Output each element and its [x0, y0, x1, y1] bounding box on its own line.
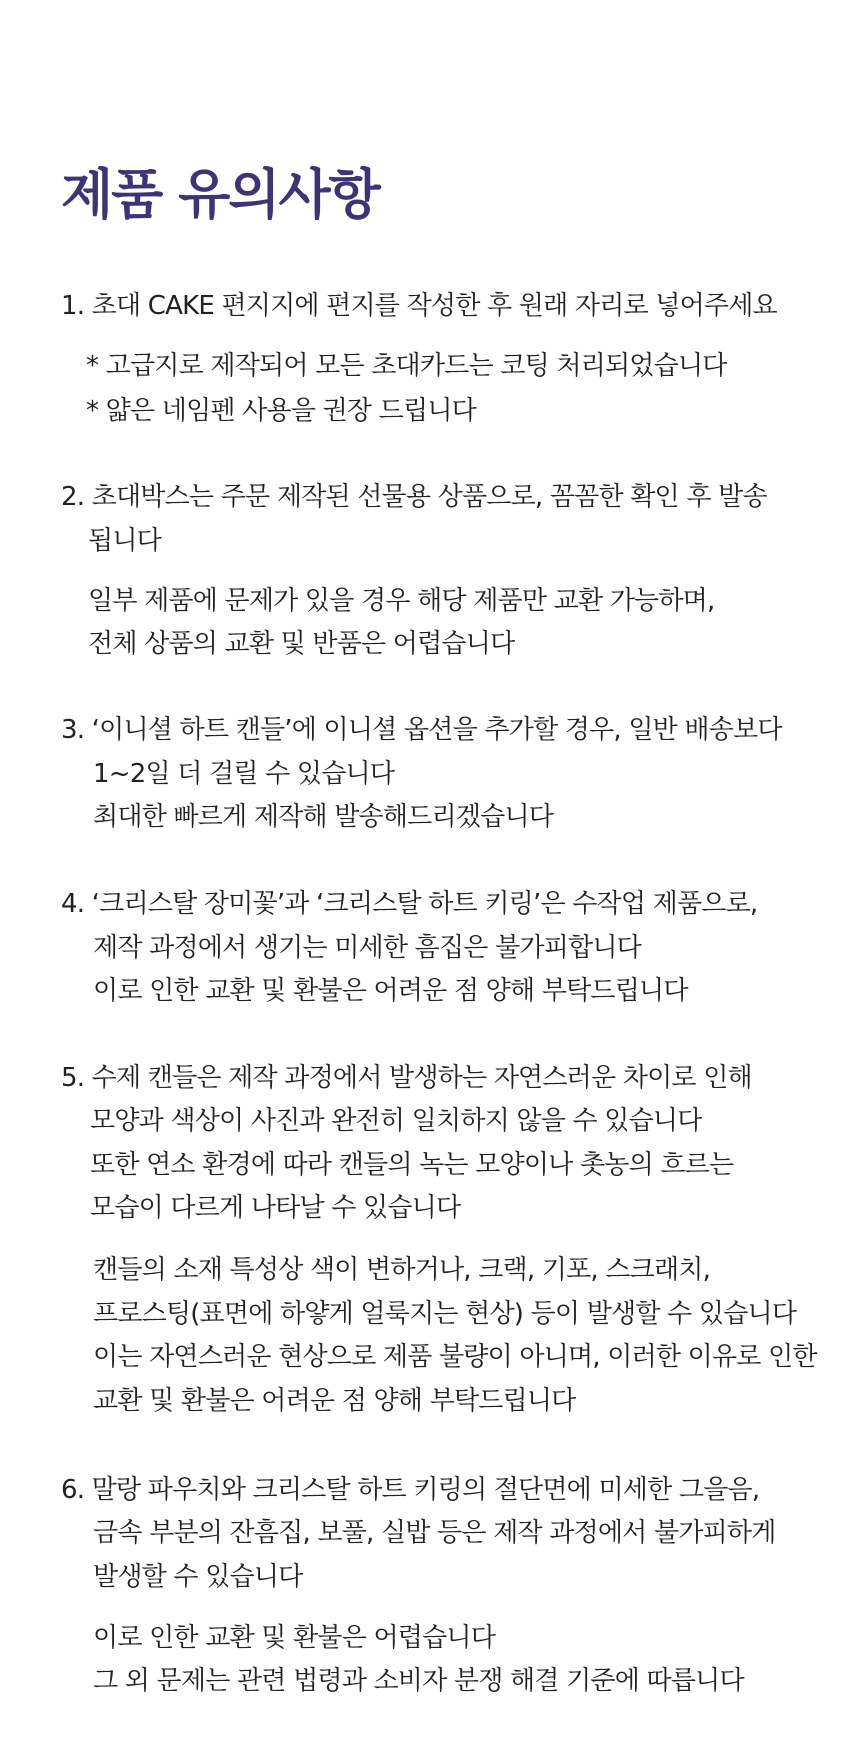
notice-4-line-3: 이로 인한 교환 및 환불은 어려운 점 양해 부탁드립니다	[93, 976, 688, 1006]
notice-5-line-4: 모습이 다르게 나타날 수 있습니다	[90, 1193, 461, 1223]
notice-2-line-1: 2. 초대박스는 주문 제작된 선물용 상품으로, 꼼꼼한 확인 후 발송	[61, 482, 767, 512]
notice-5-note-2: 프로스팅(표면에 하얗게 얼룩지는 현상) 등이 발생할 수 있습니다	[93, 1299, 797, 1329]
notice-4-line-1: 4. ‘크리스탈 장미꽃’과 ‘크리스탈 하트 키링’은 수작업 제품으로,	[61, 889, 758, 919]
notice-6-line-3: 발생할 수 있습니다	[93, 1562, 303, 1592]
notice-5-line-3: 또한 연소 환경에 따라 캔들의 녹는 모양이나 촛농의 흐르는	[90, 1150, 734, 1180]
notice-5-note-3: 이는 자연스러운 현상으로 제품 불량이 아니며, 이러한 이유로 인한	[93, 1342, 817, 1372]
notice-5-line-1: 5. 수제 캔들은 제작 과정에서 발생하는 자연스러운 차이로 인해	[61, 1063, 752, 1093]
notice-1-note-2: * 얇은 네임펜 사용을 권장 드립니다	[86, 396, 476, 426]
notice-3-line-1: 3. ‘이니셜 하트 캔들’에 이니셜 옵션을 추가할 경우, 일반 배송보다	[61, 715, 782, 745]
notice-1-note-1: * 고급지로 제작되어 모든 초대카드는 코팅 처리되었습니다	[86, 351, 727, 381]
notice-6-note-1: 이로 인한 교환 및 환불은 어렵습니다	[93, 1623, 496, 1653]
notice-5-note-1: 캔들의 소재 특성상 색이 변하거나, 크랙, 기포, 스크래치,	[93, 1255, 711, 1285]
notice-1-line-1: 1. 초대 CAKE 편지지에 편지를 작성한 후 원래 자리로 넣어주세요	[61, 291, 777, 321]
notice-2-line-2: 됩니다	[88, 526, 161, 556]
notice-5-line-2: 모양과 색상이 사진과 완전히 일치하지 않을 수 있습니다	[90, 1106, 702, 1136]
notice-4-line-2: 제작 과정에서 생기는 미세한 흠집은 불가피합니다	[93, 933, 641, 963]
notice-5-note-4: 교환 및 환불은 어려운 점 양해 부탁드립니다	[93, 1386, 576, 1416]
notice-6-note-2: 그 외 문제는 관련 법령과 소비자 분쟁 해결 기준에 따릅니다	[93, 1666, 744, 1696]
notice-3-line-2: 1~2일 더 걸릴 수 있습니다	[93, 759, 395, 789]
notice-6-line-2: 금속 부분의 잔흠집, 보풀, 실밥 등은 제작 과정에서 불가피하게	[93, 1518, 776, 1548]
page-title: 제품 유의사항	[61, 163, 379, 226]
notice-6-line-1: 6. 말랑 파우치와 크리스탈 하트 키링의 절단면에 미세한 그을음,	[61, 1475, 760, 1505]
notice-3-line-3: 최대한 빠르게 제작해 발송해드리겠습니다	[93, 802, 554, 832]
notice-2-note-2: 전체 상품의 교환 및 반품은 어렵습니다	[88, 629, 515, 659]
notice-2-note-1: 일부 제품에 문제가 있을 경우 해당 제품만 교환 가능하며,	[88, 586, 715, 616]
